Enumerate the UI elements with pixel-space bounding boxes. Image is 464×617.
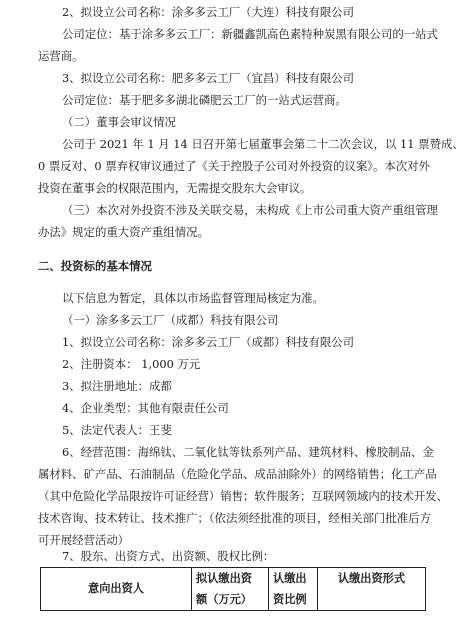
header-investor: 意向出资人 bbox=[41, 568, 192, 611]
text-line: 6、经营范围：海绵钛、二氧化钛等钛系列产品、建筑材料、橡胶制品、金 bbox=[62, 445, 434, 459]
header-form: 认缴出资形式 bbox=[318, 568, 426, 611]
header-amount: 拟认缴出资 额（万元） bbox=[192, 568, 269, 611]
text-line: （其中危险化学品限按许可证经营）销售；软件服务；互联网领域内的技术开发、 bbox=[38, 489, 449, 503]
text-line: 2、拟设立公司名称：涂多多云工厂（大连）科技有限公司 bbox=[62, 5, 355, 19]
text-line: 运营商。 bbox=[38, 49, 84, 63]
text-line: 1、拟设立公司名称：涂多多云工厂（成都）科技有限公司 bbox=[62, 335, 355, 349]
text-line: 公司于 2021 年 1 月 14 日召开第七届董事会第二十二次会议，以 11 票赞成、 bbox=[62, 137, 464, 151]
text-line: 2、注册资本： 1,000 万元 bbox=[62, 357, 201, 371]
text-line: 3、拟注册地址：成都 bbox=[62, 379, 172, 393]
text-line: 7、股东、出资方式、出资额、股权比例： bbox=[62, 549, 275, 563]
header-ratio: 认缴出 资比例 bbox=[269, 568, 318, 611]
table-header-row bbox=[41, 568, 426, 611]
text-line: （三）本次对外投资不涉及关联交易，未构成《上市公司重大资产重组管理 bbox=[62, 203, 438, 217]
text-line: 公司定位：基于涂多多云工厂：新疆鑫凯高色素特种炭黑有限公司的一站式 bbox=[62, 27, 438, 41]
text-line: 公司定位：基于肥多多湖北磷肥云工厂的一站式运营商。 bbox=[62, 93, 347, 107]
text-line: 技术咨询、技术转让、技术推广；（依法须经批准的项目，经相关部门批准后方 bbox=[38, 511, 431, 525]
text-line: 0 票反对、0 票弃权审议通过了《关于控股子公司对外投资的议案》。本次对外 bbox=[38, 159, 430, 173]
text-line: 可开展经营活动） bbox=[38, 533, 130, 547]
text-line: 3、拟设立公司名称：肥多多云工厂（宜昌）科技有限公司 bbox=[62, 71, 355, 85]
text-line: 以下信息为暂定，具体以市场监督管理局核定为准。 bbox=[62, 291, 324, 305]
text-line: 4、企业类型：其他有限责任公司 bbox=[62, 401, 229, 415]
text-line: 投资在董事会的权限范围内，无需提交股东大会审议。 bbox=[38, 181, 312, 195]
shareholder-table bbox=[40, 567, 426, 611]
text-line: 办法》规定的重大资产重组情况。 bbox=[38, 225, 209, 239]
section-subheading: （一）涂多多云工厂（成都）科技有限公司 bbox=[62, 313, 279, 327]
section-heading: 二、投资标的基本情况 bbox=[38, 259, 152, 273]
section-subheading: （二）董事会审议情况 bbox=[62, 115, 176, 129]
text-line: 5、法定代表人：王斐 bbox=[62, 423, 172, 437]
text-line: 属材料、矿产品、石油制品（危险化学品、成品油除外）的网络销售；化工产品 bbox=[38, 467, 437, 481]
